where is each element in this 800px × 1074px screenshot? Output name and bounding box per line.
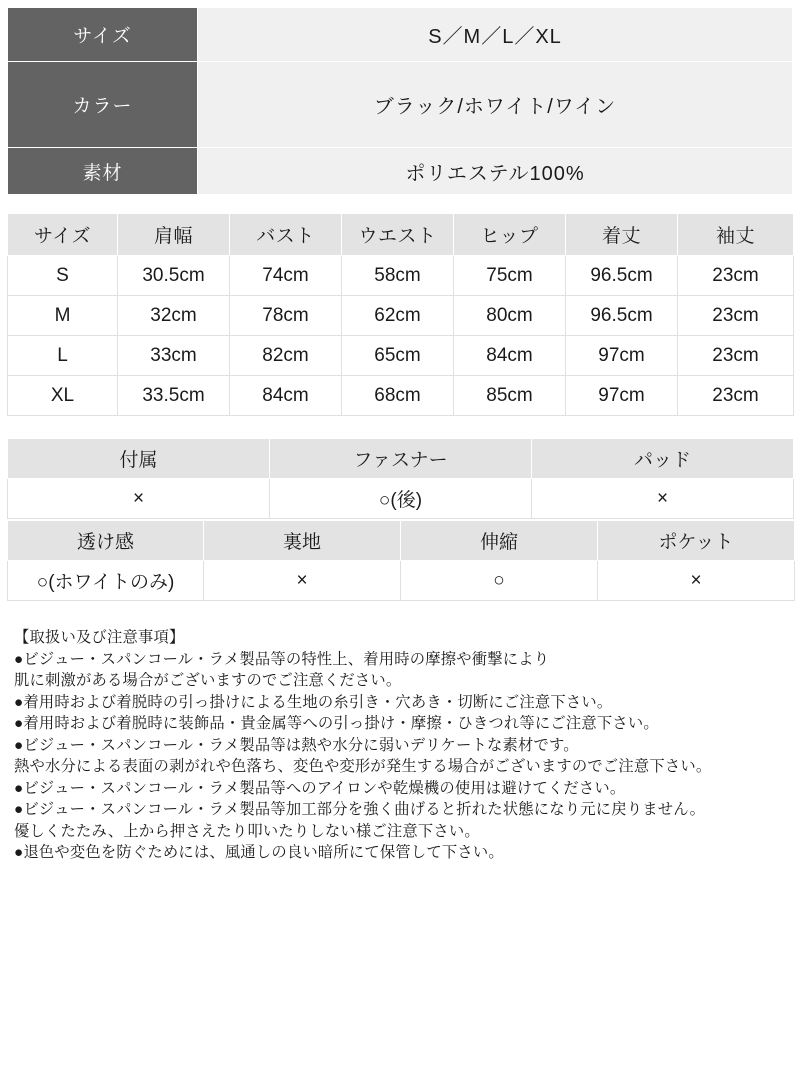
cell: 65cm: [342, 336, 454, 376]
cell: 33.5cm: [118, 376, 230, 416]
cell: 85cm: [454, 376, 566, 416]
cell: 78cm: [230, 296, 342, 336]
cell: XL: [8, 376, 118, 416]
care-note-line: ●ビジュー・スパンコール・ラメ製品等へのアイロンや乾燥機の使用は避けてください。: [14, 779, 626, 797]
spec-table: [7, 7, 793, 195]
spec-value-color: ブラック/ホワイト/ワイン: [198, 62, 793, 148]
cell: L: [8, 336, 118, 376]
cell-stretch-value: ○: [401, 561, 598, 601]
column-header-size: サイズ: [8, 214, 118, 256]
attributes-table-2: [7, 520, 795, 601]
cell: 75cm: [454, 256, 566, 296]
cell: 23cm: [678, 376, 794, 416]
column-header-pocket: ポケット: [598, 521, 795, 561]
cell-zipper-value: ○(後): [270, 479, 532, 519]
cell: S: [8, 256, 118, 296]
cell: 30.5cm: [118, 256, 230, 296]
care-note-line: ●ビジュー・スパンコール・ラメ製品等加工部分を強く曲げると折れた状態になり元に戻りません。: [14, 801, 706, 818]
cell: 97cm: [566, 376, 678, 416]
care-note-line: 肌に刺激がある場合がございますのでご注意ください。: [14, 672, 402, 689]
product-spec-sheet: [0, 7, 800, 864]
table-row: [8, 8, 793, 62]
cell: 84cm: [230, 376, 342, 416]
table-row: [8, 561, 795, 601]
cell: 74cm: [230, 256, 342, 296]
care-note-line: ●着用時および着脱時に装飾品・貴金属等への引っ掛け・摩擦・ひきつれ等にご注意下さい。: [14, 715, 659, 732]
column-header-stretch: 伸縮: [401, 521, 598, 561]
care-notes-title: 【取扱い及び注意事項】: [14, 629, 185, 646]
table-header-row: [8, 439, 794, 479]
column-header-sheerness: 透け感: [8, 521, 204, 561]
cell: M: [8, 296, 118, 336]
table-row: [8, 479, 794, 519]
table-row: [8, 296, 794, 336]
cell-accessory-value: ×: [8, 479, 270, 519]
care-note-line: ●退色や変色を防ぐためには、風通しの良い暗所にて保管して下さい。: [14, 844, 504, 861]
column-header-lining: 裏地: [204, 521, 401, 561]
column-header-zipper: ファスナー: [270, 439, 532, 479]
cell: 68cm: [342, 376, 454, 416]
care-note-line: ●ビジュー・スパンコール・ラメ製品等は熱や水分に弱いデリケートな素材です。: [14, 736, 579, 754]
cell: 84cm: [454, 336, 566, 376]
spec-label-color: カラー: [8, 62, 198, 148]
table-header-row: [8, 214, 794, 256]
cell: 58cm: [342, 256, 454, 296]
spec-value-size: S／M／L／XL: [198, 8, 793, 62]
column-header-length: 着丈: [566, 214, 678, 256]
cell: 96.5cm: [566, 296, 678, 336]
table-header-row: [8, 521, 795, 561]
column-header-accessory: 付属: [8, 439, 270, 479]
cell-pad-value: ×: [532, 479, 794, 519]
care-notes: [14, 627, 786, 864]
care-note-line: 優しくたたみ、上から押さえたり叩いたりしない様ご注意下さい。: [14, 822, 480, 840]
cell: 82cm: [230, 336, 342, 376]
column-header-pad: パッド: [532, 439, 794, 479]
table-row: [8, 376, 794, 416]
column-header-sleeve: 袖丈: [678, 214, 794, 256]
table-row: [8, 336, 794, 376]
measurement-table-wrapper: [0, 213, 800, 416]
table-row: [8, 148, 793, 195]
attributes-table-1: [7, 438, 794, 519]
table-row: [8, 62, 793, 148]
cell-pocket-value: ×: [598, 561, 795, 601]
cell: 33cm: [118, 336, 230, 376]
cell: 23cm: [678, 296, 794, 336]
column-header-waist: ウエスト: [342, 214, 454, 256]
cell-sheerness-value: ○(ホワイトのみ): [8, 561, 204, 601]
column-header-bust: バスト: [230, 214, 342, 256]
cell: 62cm: [342, 296, 454, 336]
care-note-line: 熱や水分による表面の剥がれや色落ち、変色や変形が発生する場合がございますのでご注意下さい。: [14, 758, 712, 775]
cell: 80cm: [454, 296, 566, 336]
spec-label-size: サイズ: [8, 8, 198, 62]
cell: 23cm: [678, 336, 794, 376]
care-note-line: ●着用時および着脱時の引っ掛けによる生地の糸引き・穴あき・切断にご注意下さい。: [14, 693, 613, 711]
cell: 96.5cm: [566, 256, 678, 296]
column-header-hip: ヒップ: [454, 214, 566, 256]
spec-value-material: ポリエステル100%: [198, 148, 793, 195]
spec-label-material: 素材: [8, 148, 198, 195]
attributes-wrapper: [0, 438, 800, 601]
measurement-table: [7, 213, 794, 416]
cell: 97cm: [566, 336, 678, 376]
cell-lining-value: ×: [204, 561, 401, 601]
cell: 23cm: [678, 256, 794, 296]
column-header-shoulder: 肩幅: [118, 214, 230, 256]
care-note-line: ●ビジュー・スパンコール・ラメ製品等の特性上、着用時の摩擦や衝撃により: [14, 650, 550, 668]
cell: 32cm: [118, 296, 230, 336]
table-row: [8, 256, 794, 296]
